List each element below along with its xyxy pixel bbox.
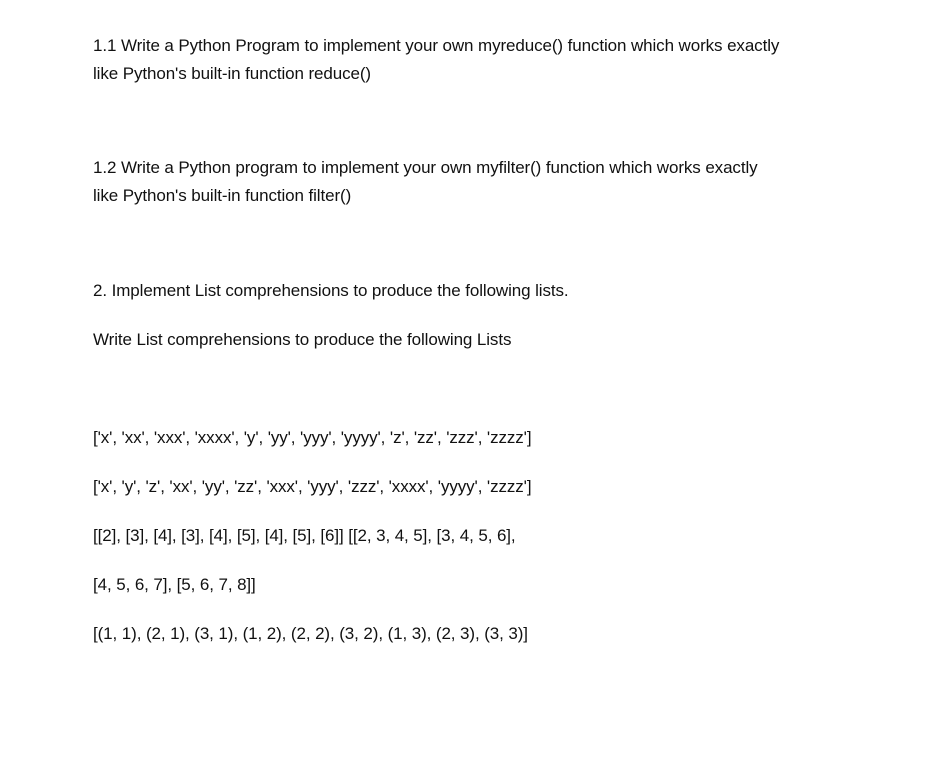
question-1-2-line-1: 1.2 Write a Python program to implement your own myfilter() function which works exactly bbox=[93, 158, 758, 177]
list-line-1: ['x', 'xx', 'xxx', 'xxxx', 'y', 'yy', 'yyy', 'yyyy', 'z', 'zz', 'zzz', 'zzzz'] bbox=[93, 428, 532, 447]
list-line-4: [4, 5, 6, 7], [5, 6, 7, 8]] bbox=[93, 575, 256, 594]
question-2-heading: 2. Implement List comprehensions to produce the following lists. bbox=[93, 281, 569, 300]
list-line-2: ['x', 'y', 'z', 'xx', 'yy', 'zz', 'xxx', 'yyy', 'zzz', 'xxxx', 'yyyy', 'zzzz'] bbox=[93, 477, 532, 496]
question-2-instruction: Write List comprehensions to produce the following Lists bbox=[93, 330, 512, 349]
question-1-1-line-2: like Python's built-in function reduce() bbox=[93, 64, 371, 83]
question-1-1-line-1: 1.1 Write a Python Program to implement your own myreduce() function which works exactly bbox=[93, 36, 780, 55]
question-1-2-line-2: like Python's built-in function filter() bbox=[93, 186, 352, 205]
list-line-3: [[2], [3], [4], [3], [4], [5], [4], [5], [6]] [[2, 3, 4, 5], [3, 4, 5, 6], bbox=[93, 526, 516, 545]
list-line-5: [(1, 1), (2, 1), (3, 1), (1, 2), (2, 2), (3, 2), (1, 3), (2, 3), (3, 3)] bbox=[93, 624, 528, 643]
